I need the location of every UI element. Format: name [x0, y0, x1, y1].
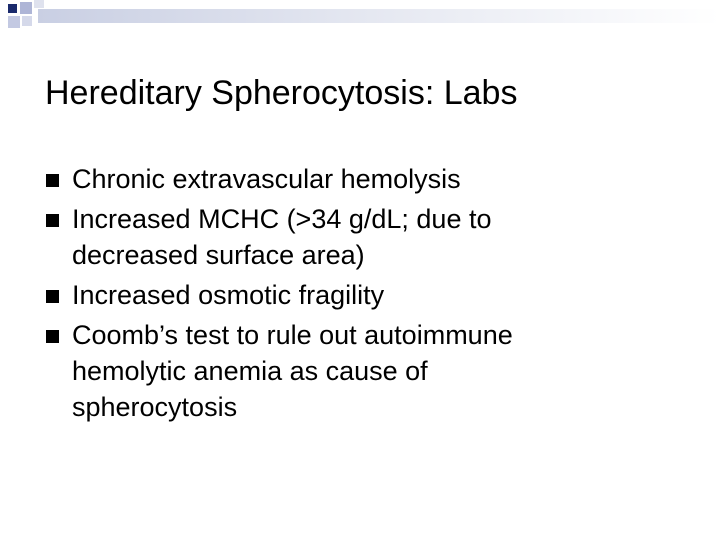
- bullet-text: Increased MCHC (>34 g/dL; due to: [72, 204, 492, 234]
- bullet-text: spherocytosis: [72, 392, 238, 422]
- bullet-text: hemolytic anemia as cause of: [72, 356, 428, 386]
- bullet-text: Chronic extravascular hemolysis: [72, 164, 461, 194]
- bullet-item: [44, 277, 684, 313]
- bullet-text: decreased surface area): [72, 240, 365, 270]
- bullet-item: [44, 317, 684, 425]
- decorative-square-light: [22, 16, 32, 26]
- decorative-square-light: [8, 16, 20, 28]
- bullet-item: [44, 161, 684, 197]
- decorative-square-light: [34, 0, 44, 8]
- bullet-text: Increased osmotic fragility: [72, 280, 385, 310]
- decorative-square-dark: [8, 4, 17, 13]
- square-bullet-icon: [46, 214, 59, 227]
- bullet-text: Coomb’s test to rule out autoimmune: [72, 320, 513, 350]
- decorative-gradient-bar: [38, 9, 720, 23]
- square-bullet-icon: [46, 290, 59, 303]
- header-banner: [0, 0, 720, 40]
- slide-title: Hereditary Spherocytosis: Labs: [45, 74, 518, 112]
- bullet-item: [44, 201, 684, 273]
- square-bullet-icon: [46, 330, 59, 343]
- bullet-list: [44, 161, 684, 429]
- square-bullet-icon: [46, 174, 59, 187]
- decorative-square-light: [20, 2, 32, 14]
